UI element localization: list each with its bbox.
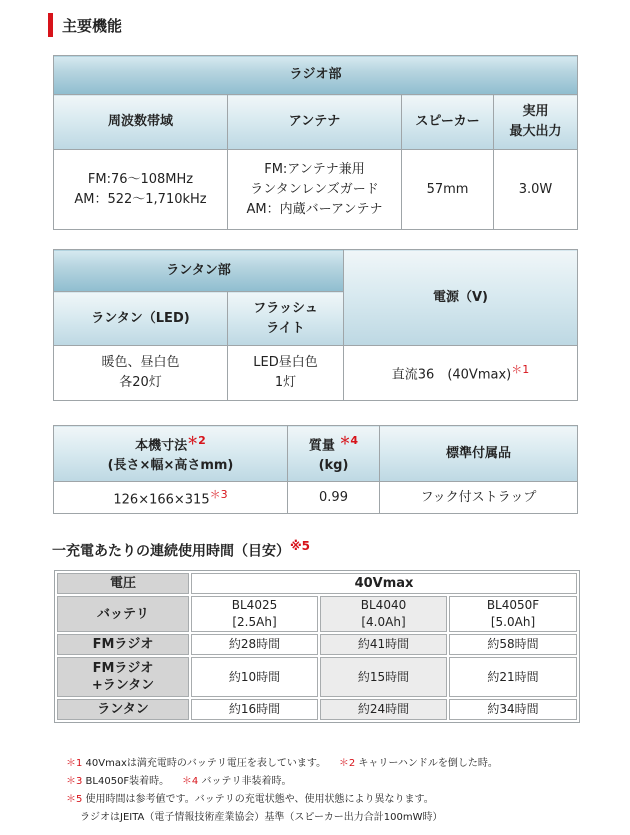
runtime-cell: 約21時間: [449, 657, 577, 697]
lantern-section-title: ランタン部: [54, 250, 344, 292]
voltage-label: 電圧: [57, 573, 189, 594]
battery-bl4025: BL4025 [2.5Ah]: [191, 596, 318, 632]
runtime-cell: 約16時間: [191, 699, 318, 720]
voltage-value: 40Vmax: [191, 573, 577, 594]
flashlight-value: LED昼白色 1灯: [228, 346, 344, 401]
output-value: 3.0W: [494, 150, 578, 230]
runtime-cell: 約34時間: [449, 699, 577, 720]
antenna-header: アンテナ: [228, 95, 402, 150]
power-value: 直流36 $(40Vmax)^{*1}$: [344, 346, 578, 401]
output-header: 実用 最大出力: [494, 95, 578, 150]
runtime-cell: 約24時間: [320, 699, 447, 720]
antenna-value: FM:アンテナ兼用 ランタンレンズガード AM：内蔵バーアンテナ: [228, 150, 402, 230]
footnote-line: ＊3 BL4050F装着時。 ＊4 バッテリ非装着時。: [66, 776, 292, 787]
freq-value: FM:76～108MHz AM：522～1,710kHz: [54, 150, 228, 230]
runtime-table: [54, 570, 580, 723]
flashlight-header: フラッシュ ライト: [228, 292, 344, 346]
footnotes: [66, 755, 498, 827]
runtime-cell: 約41時間: [320, 634, 447, 655]
footnote-line: ラジオはJEITA（電子情報技術産業協会）基準（スピーカー出力合計100mW時）: [80, 812, 443, 823]
runtime-cell: 約15時間: [320, 657, 447, 697]
row-label-fm-radio-lantern: FMラジオ +ランタン: [57, 657, 189, 697]
footnote-line: ＊1 40Vmaxは満充電時のバッテリ電圧を表しています。 ＊2 キャリーハンドルを倒した時。: [66, 758, 498, 769]
body-spec-table: [53, 425, 578, 514]
size-header: 本機寸法$^{*2}$ (長さ×幅×高さmm): [54, 426, 288, 482]
mass-value: 0.99: [288, 482, 380, 514]
runtime-cell: 約28時間: [191, 634, 318, 655]
page-title: 主要機能: [62, 16, 123, 35]
speaker-header: スピーカー: [402, 95, 494, 150]
table-row: [57, 699, 577, 720]
freq-header: 周波数帯域: [54, 95, 228, 150]
battery-bl4040: BL4040 [4.0Ah]: [320, 596, 447, 632]
power-header: 電源（V): [344, 250, 578, 346]
accessory-value: フック付ストラップ: [380, 482, 578, 514]
row-label-fm-radio: FMラジオ: [57, 634, 189, 655]
section-heading: [48, 12, 122, 38]
lantern-spec-table: [53, 249, 578, 401]
heading-accent-bar: [48, 13, 53, 37]
accessory-header: 標準付属品: [380, 426, 578, 482]
led-header: ランタン（LED): [54, 292, 228, 346]
radio-section-title: ラジオ部: [54, 56, 578, 95]
power-note-mark: ＊1: [511, 363, 530, 377]
battery-bl4050f: BL4050F [5.0Ah]: [449, 596, 577, 632]
runtime-title: 一充電あたりの連続使用時間（目安）※5: [52, 539, 311, 560]
battery-label: バッテリ: [57, 596, 189, 632]
led-value: 暖色、昼白色 各20灯: [54, 346, 228, 401]
mass-header: 質量 $^{*4}$ (kg): [288, 426, 380, 482]
table-row: [57, 657, 577, 697]
runtime-cell: 約58時間: [449, 634, 577, 655]
speaker-value: 57mm: [402, 150, 494, 230]
size-value: $126\times 166\times 315^{*3}$: [54, 482, 288, 514]
table-row: [57, 634, 577, 655]
footnote-line: ＊5 使用時間は参考値です。バッテリの充電状態や、使用状態により異なります。: [66, 794, 434, 805]
runtime-cell: 約10時間: [191, 657, 318, 697]
row-label-lantern: ランタン: [57, 699, 189, 720]
radio-spec-table: [53, 55, 578, 230]
